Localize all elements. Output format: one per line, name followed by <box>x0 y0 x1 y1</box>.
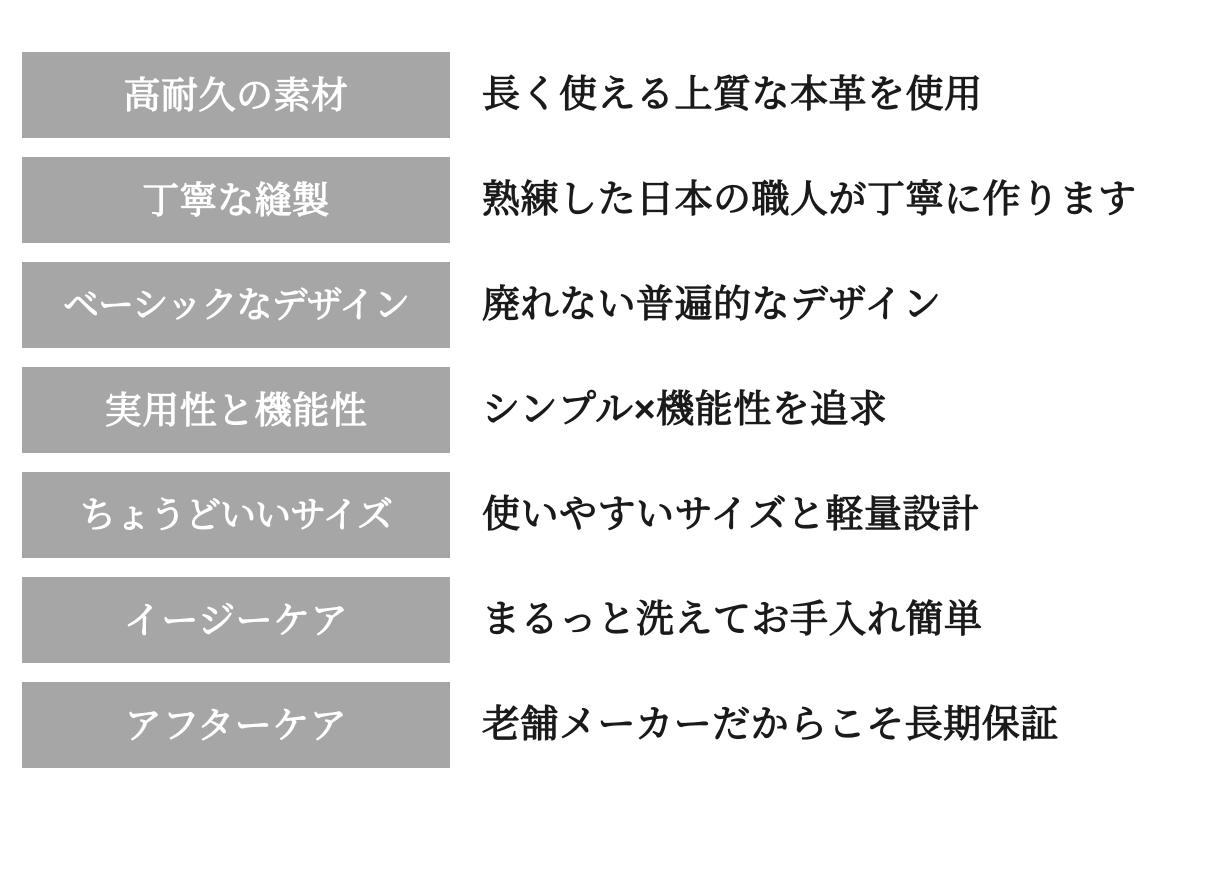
feature-description: シンプル×機能性を追求 <box>482 389 888 431</box>
feature-tag: アフターケア <box>22 682 450 768</box>
feature-tag: イージーケア <box>22 577 450 663</box>
feature-description: まるっと洗えてお手入れ簡単 <box>482 599 983 641</box>
feature-tag: ベーシックなデザイン <box>22 262 450 348</box>
feature-tag: 実用性と機能性 <box>22 367 450 453</box>
feature-tag: 高耐久の素材 <box>22 52 450 138</box>
feature-description: 廃れない普遍的なデザイン <box>482 284 942 326</box>
list-item <box>0 367 1230 453</box>
feature-description: 老舗メーカーだからこそ長期保証 <box>482 704 1059 746</box>
feature-tag: 丁寧な縫製 <box>22 157 450 243</box>
list-item <box>0 472 1230 558</box>
feature-description: 長く使える上質な本革を使用 <box>482 74 983 116</box>
feature-description: 熟練した日本の職人が丁寧に作ります <box>482 179 1137 221</box>
feature-tag: ちょうどいいサイズ <box>22 472 450 558</box>
feature-list <box>0 52 1230 768</box>
list-item <box>0 157 1230 243</box>
feature-description: 使いやすいサイズと軽量設計 <box>482 494 980 536</box>
list-item <box>0 262 1230 348</box>
list-item <box>0 577 1230 663</box>
list-item <box>0 52 1230 138</box>
list-item <box>0 682 1230 768</box>
